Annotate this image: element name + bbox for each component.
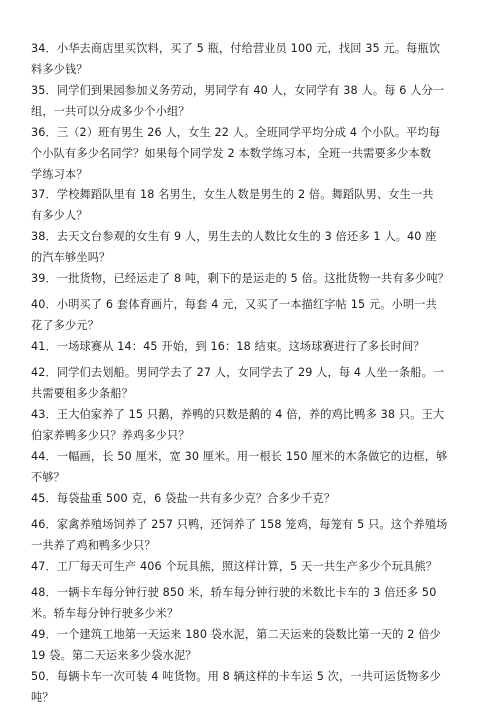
problem-line: 35．同学们到果园参加义务劳动，男同学有 40 人，女同学有 38 人。每 6 人分一 [31, 84, 445, 97]
problem-49 [31, 624, 475, 666]
problem-39 [31, 268, 475, 289]
problem-line: 43．王大伯家养了 15 只鹅，养鸭的只数是鹅的 4 倍，养的鸡比鸭多 38 只。王大 [31, 408, 445, 421]
problem-line: 一共养了鸡和鸭多少只？ [31, 539, 156, 552]
problem-line: 花了多少元？ [31, 319, 100, 332]
problem-line: 50．每辆卡车一次可装 4 吨货物。用 8 辆这样的卡车运 5 次，一共可运货物多少 [31, 670, 442, 683]
problem-34 [31, 38, 475, 80]
problem-45 [31, 488, 475, 509]
problem-line: 36．三（2）班有男生 26 人，女生 22 人。全班同学平均分成 4 个小队。平均每 [31, 126, 441, 139]
problem-line: 39．一批货物，已经运走了 8 吨，剩下的是运走的 5 倍。这批货物一共有多少吨？ [31, 272, 450, 285]
problem-40 [31, 294, 475, 336]
problem-line: 共需要租多少条船？ [31, 387, 134, 400]
problem-44 [31, 446, 475, 488]
problem-line: 41．一场球赛从 14：45 开始，到 16：18 结束。这场球赛进行了多长时间？ [31, 340, 425, 353]
problem-line: 37．学校舞蹈队里有 18 名男生，女生人数是男生的 2 倍。舞蹈队男、女生一共 [31, 188, 434, 201]
problem-47 [31, 556, 475, 577]
problem-line: 不够？ [31, 471, 66, 484]
problem-36 [31, 122, 475, 185]
problem-line: 个小队有多少名同学？如果每个同学发 2 本数学练习本，全班一共需要多少本数 [31, 147, 432, 160]
problem-48 [31, 582, 475, 624]
problem-line: 组，一共可以分成多少个小组？ [31, 105, 190, 118]
problem-line: 48．一辆卡车每分钟行驶 850 米，轿车每分钟行驶的米数比卡车的 3 倍还多 50 [31, 586, 437, 599]
problem-50 [31, 666, 475, 708]
problem-line: 料多少钱？ [31, 63, 88, 76]
problem-line: 34．小华去商店里买饮料，买了 5 瓶，付给营业员 100 元，找回 35 元。每瓶饮 [31, 42, 441, 55]
problem-line: 49．一个建筑工地第一天运来 180 袋水泥，第二天运来的袋数比第一天的 2 倍少 [31, 628, 441, 641]
problem-line: 米。轿车每分钟行驶多少米？ [31, 607, 179, 620]
problem-37 [31, 184, 475, 226]
problem-46 [31, 514, 475, 556]
problem-line: 45．每袋盐重 500 克，6 袋盐一共有多少克？合多少千克？ [31, 492, 336, 505]
problem-42 [31, 362, 475, 404]
problem-line: 47．工厂每天可生产 406 个玩具熊，照这样计算，5 天一共生产多少个玩具熊？ [31, 560, 438, 573]
problem-line: 的汽车够坐吗？ [31, 251, 111, 264]
problem-line: 46．家禽养殖场饲养了 257 只鸭，还饲养了 158 笼鸡，每笼有 5 只。这个养殖场 [31, 518, 448, 531]
problem-35 [31, 80, 475, 122]
problem-line: 有多少人？ [31, 209, 88, 222]
problem-38 [31, 226, 475, 268]
problem-41 [31, 336, 475, 357]
problem-line: 44．一幅画，长 50 厘米，宽 30 厘米。用一根长 150 厘米的木条做它的边框，够 [31, 450, 448, 463]
problem-line: 伯家养鸭多少只？养鸡多少只？ [31, 429, 190, 442]
problem-line: 19 袋。第二天运来多少袋水泥？ [31, 649, 197, 662]
problem-line: 40．小明买了 6 套体育画片，每套 4 元，又买了一本描红字帖 15 元。小明一共 [31, 298, 437, 311]
problem-line: 吨？ [31, 691, 54, 704]
problem-line: 38．去天文台参观的女生有 9 人，男生去的人数比女生的 3 倍还多 1 人。40 座 [31, 230, 437, 243]
problem-line: 42．同学们去划船。男同学去了 27 人，女同学去了 29 人，每 4 人坐一条船。一 [31, 366, 445, 379]
problem-43 [31, 404, 475, 446]
problem-line: 学练习本？ [31, 168, 88, 181]
